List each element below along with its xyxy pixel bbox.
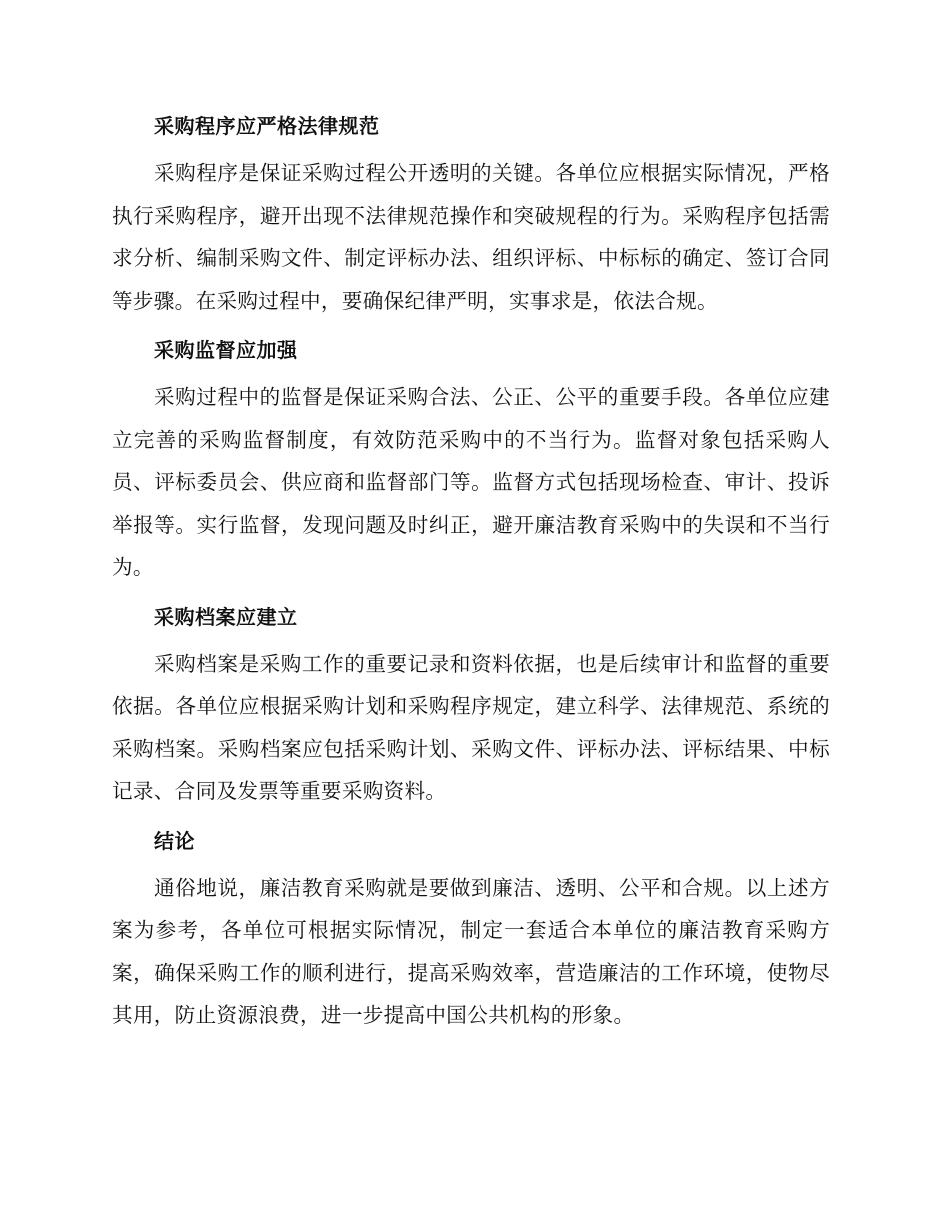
section-procurement-supervision bbox=[112, 328, 830, 589]
section-heading: 采购档案应建立 bbox=[154, 604, 298, 629]
section-conclusion bbox=[112, 819, 830, 1037]
section-paragraph: 采购过程中的监督是保证采购合法、公正、公平的重要手段。各单位应建立完善的采购监督制度，有效防范采购中的不当行为。监督对象包括采购人员、评标委员会、供应商和监督部门等。监督方式包括现场检查、审计、投诉举报等。实行监督，发现问题及时纠正，避开廉洁教育采购中的失误和不当行为。 bbox=[112, 385, 830, 579]
section-procurement-procedure bbox=[112, 104, 830, 322]
section-paragraph: 采购档案是采购工作的重要记录和资料依据，也是后续审计和监督的重要依据。各单位应根据采购计划和采购程序规定，建立科学、法律规范、系统的采购档案。采购档案应包括采购计划、采购文件、评标办法、评标结果、中标记录、合同及发票等重要采购资料。 bbox=[112, 651, 830, 803]
section-heading: 采购监督应加强 bbox=[154, 338, 298, 362]
section-paragraph: 通俗地说，廉洁教育采购就是要做到廉洁、透明、公平和合规。以上述方案为参考，各单位可根据实际情况，制定一套适合本单位的廉洁教育采购方案，确保采购工作的顺利进行，提高采购效率，营造廉洁的工作环境，使物尽其用，防止资源浪费，进一步提高中国公共机构的形象。 bbox=[112, 875, 830, 1027]
section-heading: 结论 bbox=[154, 828, 195, 853]
section-paragraph: 采购程序是保证采购过程公开透明的关键。各单位应根据实际情况，严格执行采购程序，避开出现不法律规范操作和突破规程的行为。采购程序包括需求分析、编制采购文件、制定评标办法、组织评标、中标标的确定、签订合同等步骤。在采购过程中，要确保纪律严明，实事求是，依法合规。 bbox=[112, 161, 830, 313]
section-procurement-archive bbox=[112, 595, 830, 813]
document-page bbox=[112, 104, 830, 1043]
section-heading: 采购程序应严格法律规范 bbox=[154, 114, 380, 138]
